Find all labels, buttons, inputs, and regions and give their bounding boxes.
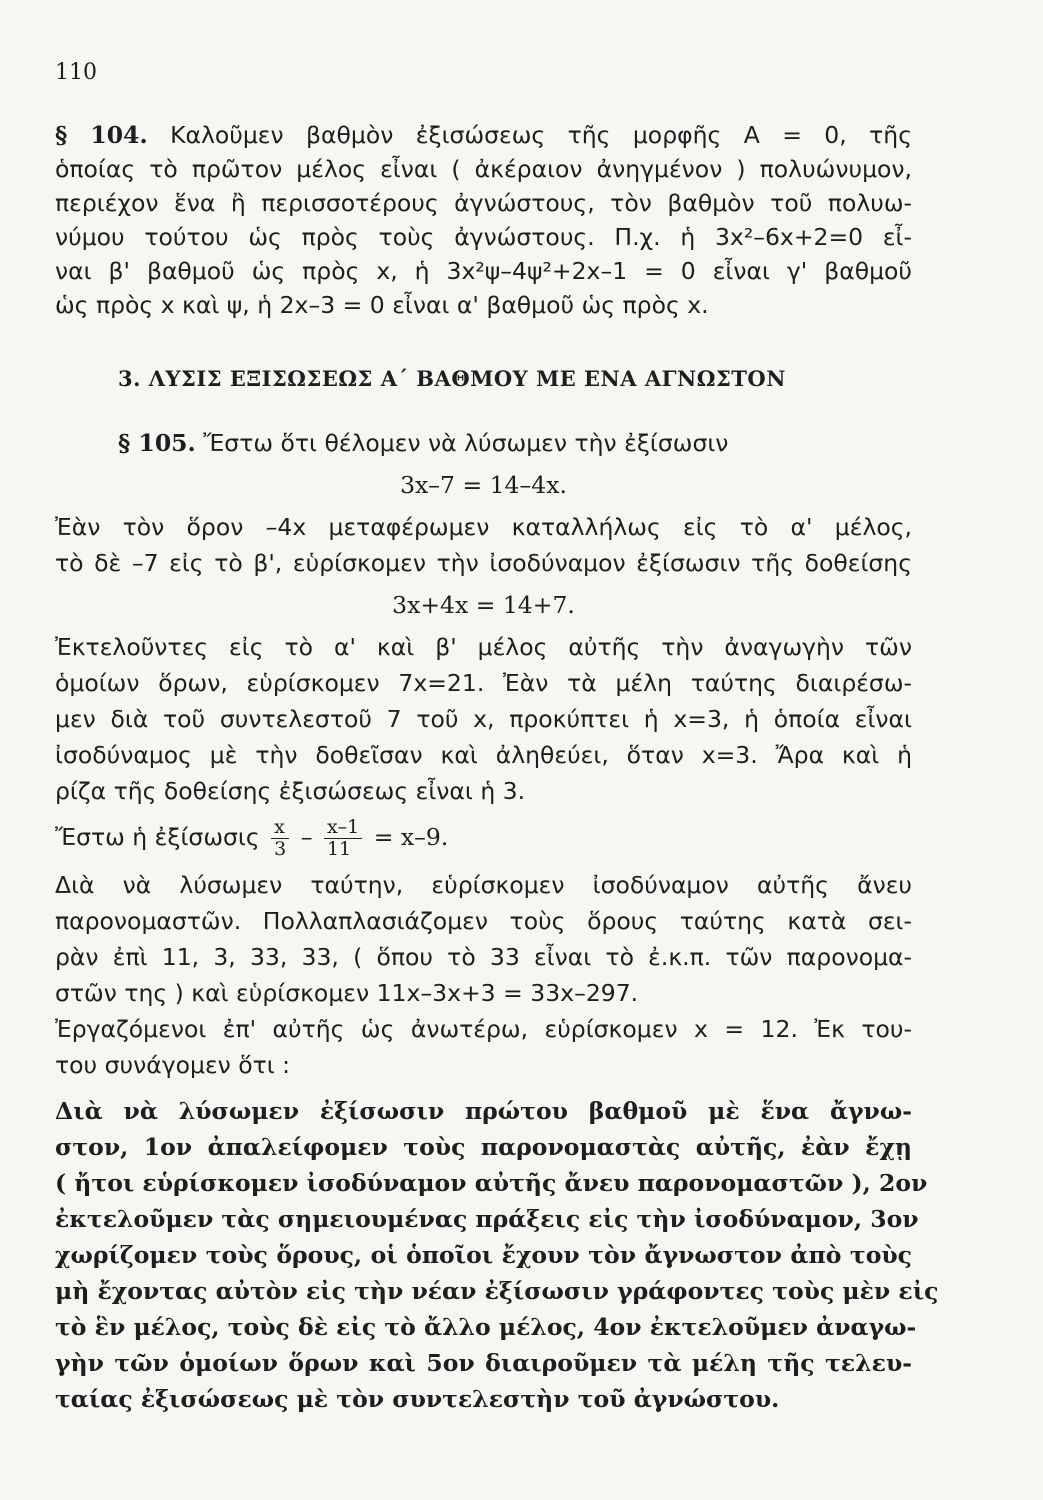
rule-line-7: τὸ ἓν μέλος, τοὺς δὲ εἰς τὸ ἄλλο μέλος, 4ον ἐκτελοῦμεν ἀναγω- <box>55 1313 917 1341</box>
sec104-label: § 104. <box>55 121 148 149</box>
fraction-2-denominator: 11 <box>326 838 352 860</box>
sec105-intro-line <box>118 428 918 458</box>
sec105-line-a1: Ἐὰν τὸν ὅρον –4x μεταφέρωμεν καταλλήλως εἰς τὸ α' μέλος, <box>55 513 912 541</box>
sec104-line-1 <box>55 120 912 150</box>
rule-line-1: Διὰ νὰ λύσωμεν ἐξίσωσιν πρώτου βαθμοῦ μὲ ἕνα ἄγνω- <box>55 1097 912 1125</box>
page-number: 110 <box>55 60 97 85</box>
sec105-line-c4: στῶν της ) καὶ εὑρίσκομεν 11x–3x+3 = 33x–297. <box>55 979 639 1007</box>
sec105-line-b5: ρίζα τῆς δοθείσης ἐξισώσεως εἶναι ἡ 3. <box>55 777 526 805</box>
sec104-line-4: νύμου τούτου ὡς πρὸς τοὺς ἀγνώστους. Π.χ. ἡ 3x²–6x+2=0 εἶ- <box>55 223 912 251</box>
equation-3-minus: – <box>300 823 313 851</box>
sec105-line-b2: ὁμοίων ὅρων, εὑρίσκομεν 7x=21. Ἐὰν τὰ μέλη ταύτης διαιρέσω- <box>55 669 912 697</box>
equation-3-rhs: = x–9. <box>373 823 449 851</box>
rule-line-5: χωρίζομεν τοὺς ὅρους, οἱ ὁποῖοι ἔχουν τὸν ἄγνωστον ἀπὸ τοὺς <box>55 1241 912 1269</box>
equation-3-prefix: Ἔστω ἡ ἐξίσωσις <box>55 823 260 851</box>
fraction-1-denominator: 3 <box>274 838 287 860</box>
sec104-line-2: ὁποίας τὸ πρῶτον μέλος εἶναι ( ἀκέραιον ἀνηγμένον ) πολυώνυμον, <box>55 155 912 183</box>
sec104-line-6: ὡς πρὸς x καὶ ψ, ἡ 2x–3 = 0 εἶναι α' βαθμοῦ ὡς πρὸς x. <box>55 291 709 319</box>
sec105-line-a2: τὸ δὲ –7 εἰς τὸ β', εὑρίσκομεν τὴν ἰσοδύναμον ἐξίσωσιν τῆς δοθείσης <box>55 549 912 577</box>
rule-line-8: γὴν τῶν ὁμοίων ὅρων καὶ 5ον διαιροῦμεν τὰ μέλη τῆς τελευ- <box>55 1349 912 1377</box>
sec105-line-c3: ρὰν ἐπὶ 11, 3, 33, 33, ( ὅπου τὸ 33 εἶναι τὸ ἐ.κ.π. τῶν παρονομα- <box>55 943 912 971</box>
sec104-line-3: περιέχον ἕνα ἢ περισσοτέρους ἀγνώστους, τὸν βαθμὸν τοῦ πολυω- <box>55 189 912 217</box>
sec105-line-c1: Διὰ νὰ λύσωμεν ταύτην, εὑρίσκομεν ἰσοδύναμον αὐτῆς ἄνευ <box>55 871 912 899</box>
rule-line-3: ( ἤτοι εὑρίσκομεν ἰσοδύναμον αὐτῆς ἄνευ παρονομαστῶν ), 2ον <box>55 1169 928 1197</box>
sec105-line-c6: του συνάγομεν ὅτι : <box>55 1051 291 1079</box>
fraction-x-over-3 <box>271 817 289 860</box>
fraction-2-numerator: x–1 <box>324 817 362 839</box>
sec105-label: § 105. <box>118 429 196 457</box>
rule-line-2: στον, 1ον ἀπαλείφομεν τοὺς παρονομαστὰς αὐτῆς, ἐὰν ἔχῃ <box>55 1133 912 1161</box>
rule-line-9: ταίας ἐξισώσεως μὲ τὸν συντελεστὴν τοῦ ἀγνώστου. <box>55 1385 780 1413</box>
equation-3 <box>55 815 912 860</box>
sec105-line-b4: ἰσοδύναμος μὲ τὴν δοθεῖσαν καὶ ἀληθεύει, ὅταν x=3. Ἄρα καὶ ἡ <box>55 741 912 769</box>
fraction-1-numerator: x <box>271 817 289 839</box>
rule-line-6: μὴ ἔχοντας αὐτὸν εἰς τὴν νέαν ἐξίσωσιν γράφοντες τοὺς μὲν εἰς <box>55 1277 939 1305</box>
sec105-intro: Ἔστω ὅτι θέλομεν νὰ λύσωμεν τὴν ἐξίσωσιν <box>195 429 729 457</box>
sec105-line-b1: Ἐκτελοῦντες εἰς τὸ α' καὶ β' μέλος αὐτῆς τὴν ἀναγωγὴν τῶν <box>55 633 912 661</box>
sec105-line-c2: παρονομαστῶν. Πολλαπλασιάζομεν τοὺς ὅρους ταύτης κατὰ σει- <box>55 907 912 935</box>
fraction-x-minus-1-over-11 <box>324 817 362 860</box>
equation-2: 3x+4x = 14+7. <box>392 591 575 619</box>
sec104-line-5: ναι β' βαθμοῦ ὡς πρὸς x, ἡ 3x²ψ–4ψ²+2x–1 = 0 εἶναι γ' βαθμοῦ <box>55 257 912 285</box>
rule-line-4: ἐκτελοῦμεν τὰς σημειουμένας πράξεις εἰς τὴν ἰσοδύναμον, 3ον <box>55 1205 919 1233</box>
equation-1: 3x–7 = 14–4x. <box>400 471 567 499</box>
sec105-line-c5: Ἐργαζόμενοι ἐπ' αὐτῆς ὡς ἀνωτέρω, εὑρίσκομεν x = 12. Ἐκ του- <box>55 1015 912 1043</box>
section-heading: 3. ΛΥΣΙΣ ΕΞΙΣΩΣΕΩΣ Α΄ ΒΑΘΜΟΥ ΜΕ ΕΝΑ ΑΓΝΩΣΤΟΝ <box>118 366 786 391</box>
sec105-line-b3: μεν διὰ τοῦ συντελεστοῦ 7 τοῦ x, προκύπτει ἡ x=3, ἡ ὁποία εἶναι <box>55 705 912 733</box>
sec104-line-1-text: Καλοῦμεν βαθμὸν ἐξισώσεως τῆς μορφῆς Α = 0, τῆς <box>147 121 912 149</box>
